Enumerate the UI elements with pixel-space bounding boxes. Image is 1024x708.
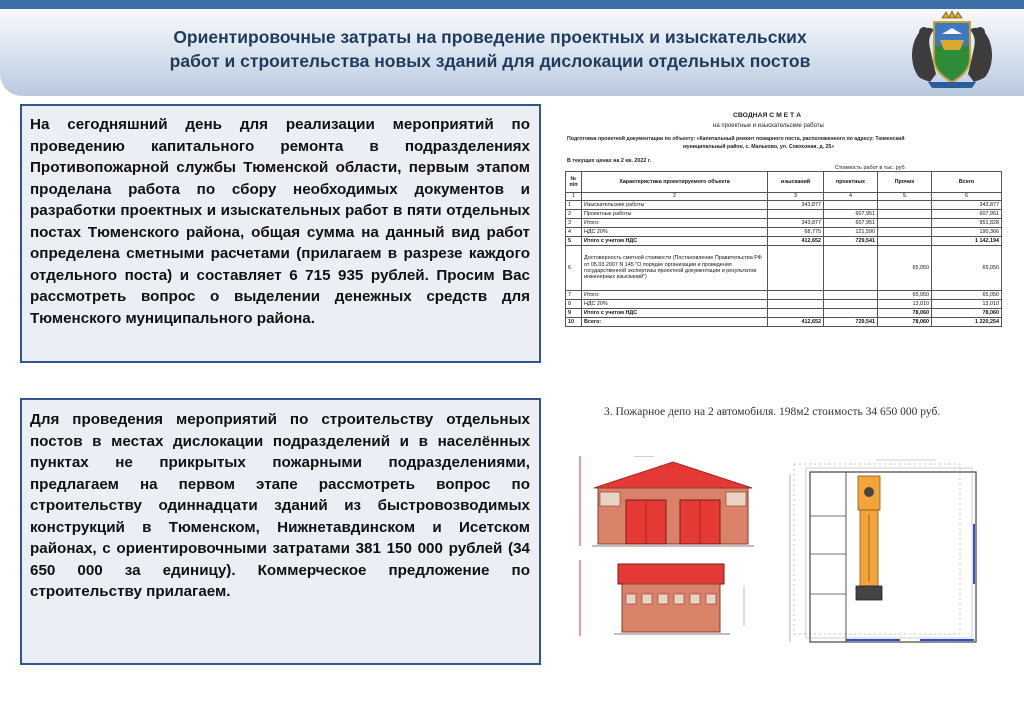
depot-floor-plan (780, 454, 982, 654)
table-cell: 121,590 (824, 228, 878, 237)
estimate-prices-note: В текущих ценах на 2 кв. 2022 г. (567, 158, 652, 164)
table-cell (768, 309, 824, 318)
table-cell: 5 (878, 193, 932, 201)
page-title (80, 25, 900, 73)
table-cell: 65,050 (878, 291, 932, 300)
table-row (566, 201, 1002, 210)
table-cell: 8 (566, 300, 582, 309)
table-cell: НДС 20% (582, 300, 768, 309)
construction-paragraph: Для проведения мероприятий по строительству отдельных постов в местах дислокации подразделений и в населённых пунктах не прикрытых пожарными подразделениями, предлагаем на первом этапе рассмотреть вопрос по строительству одиннадцати зданий из быстровозводимых конструкций в Тюменском, Нижнетавдинском и Исетском районах, с ориентировочными затратами 381 150 000 рублей (34 650 000 за единицу). Коммерческое предложение по строительству прилагаем. (30, 411, 530, 600)
estimate-cost-header: Стоимость работ в тыс. руб. (835, 165, 907, 171)
table-cell: 2 (582, 193, 768, 201)
depot-caption: 3. Пожарное депо на 2 автомобиля. 198м2 стоимость 34 650 000 руб. (604, 406, 941, 418)
table-cell: 10 (566, 318, 582, 327)
table-cell: 607,951 (824, 210, 878, 219)
table-cell (878, 219, 932, 228)
table-cell (824, 246, 878, 291)
table-cell: 4 (566, 228, 582, 237)
table-cell: 1 220,254 (932, 318, 1002, 327)
table-cell: 13,010 (932, 300, 1002, 309)
table-cell: 9 (566, 309, 582, 318)
table-cell: 78,060 (932, 309, 1002, 318)
table-cell: 729,541 (824, 237, 878, 246)
table-cell: 1 (566, 201, 582, 210)
estimate-object-line-1: Подготовка проектной документации по объекту: «Капитальный ремонт пожарного поста, расположенного по адресу: Тюменский (567, 136, 905, 142)
table-row (566, 309, 1002, 318)
table-row (566, 219, 1002, 228)
table-cell: 65,050 (932, 291, 1002, 300)
table-row (566, 318, 1002, 327)
table-cell: 607,951 (824, 219, 878, 228)
table-cell (768, 300, 824, 309)
table-header-cell: изысканий (768, 172, 824, 193)
table-cell: 1 142,194 (932, 237, 1002, 246)
table-cell: Итого с учетом НДС (582, 309, 768, 318)
table-cell: Итого: (582, 219, 768, 228)
table-cell (824, 291, 878, 300)
table-cell: 4 (824, 193, 878, 201)
table-header-cell: № п/п (566, 172, 582, 193)
table-cell: 190,366 (932, 228, 1002, 237)
table-cell (768, 210, 824, 219)
table-header-cell: Прочих (878, 172, 932, 193)
table-cell (878, 237, 932, 246)
table-cell: 13,010 (878, 300, 932, 309)
table-cell: 78,060 (878, 318, 932, 327)
table-cell: 6 (566, 246, 582, 291)
table-cell (768, 291, 824, 300)
estimate-title: СВОДНАЯ С М Е Т А (733, 112, 801, 119)
header-accent-band (0, 0, 1024, 9)
depot-elevation-drawing (574, 446, 774, 646)
table-cell: 607,951 (932, 210, 1002, 219)
table-cell: 729,541 (824, 318, 878, 327)
table-cell: 1 (566, 193, 582, 201)
title-line-2: работ и строительства новых зданий для дислокации отдельных постов (169, 51, 811, 71)
table-cell: Всего: (582, 318, 768, 327)
table-cell: 65,050 (932, 246, 1002, 291)
info-panel-repair (20, 104, 541, 363)
coat-of-arms-icon (904, 10, 1000, 90)
table-cell (824, 309, 878, 318)
table-cell: 412,652 (768, 237, 824, 246)
table-cell: Проектные работы (582, 210, 768, 219)
repair-paragraph: На сегодняшний день для реализации мероприятий по проведению капитального ремонта в подразделениях Противопожарной службы Тюменской области, первым этапом проделана работа по сбору необходимых документов и разработки проектных и изыскательных работ в пяти отдельных постах Тюменского района, общая сумма на данный вид работ определена сметными расчетами (прилагаем в разрезе каждого отдельного поста) и составляет 6 715 935 рублей. Просим Вас рассмотреть вопрос о выделении денежных средств для Тюменского муниципального района. (30, 116, 530, 327)
table-header-cell: Характеристика проектируемого объекта (582, 172, 768, 193)
table-cell (824, 300, 878, 309)
table-row (566, 228, 1002, 237)
header-banner (0, 0, 1024, 96)
table-cell: Изыскательские работы (582, 201, 768, 210)
table-header-cell: проектных (824, 172, 878, 193)
table-cell (878, 228, 932, 237)
estimate-table (565, 171, 1002, 327)
table-cell (878, 201, 932, 210)
table-cell (768, 246, 824, 291)
info-panel-construction (20, 398, 541, 665)
svg-text:───────: ─────── (634, 454, 654, 459)
table-cell: 65,050 (878, 246, 932, 291)
table-cell: 3 (768, 193, 824, 201)
title-line-1: Ориентировочные затраты на проведение проектных и изыскательских (173, 27, 807, 47)
table-cell: 78,060 (878, 309, 932, 318)
estimate-sheet (563, 103, 1003, 363)
table-cell: 7 (566, 291, 582, 300)
table-cell (878, 210, 932, 219)
estimate-subtitle: на проектные и изыскательские работы (713, 123, 824, 129)
table-cell: НДС 20% (582, 228, 768, 237)
table-row (566, 210, 1002, 219)
table-cell: 951,828 (932, 219, 1002, 228)
table-cell: 3 (566, 219, 582, 228)
table-cell: 343,877 (768, 201, 824, 210)
table-cell: 2 (566, 210, 582, 219)
table-row (566, 246, 1002, 291)
table-row (566, 291, 1002, 300)
table-cell: 68,775 (768, 228, 824, 237)
table-cell: 412,652 (768, 318, 824, 327)
table-cell: 343,877 (768, 219, 824, 228)
table-row (566, 237, 1002, 246)
table-number-row (566, 193, 1002, 201)
table-header-cell: Всего (932, 172, 1002, 193)
table-cell: Итого с учетом НДС (582, 237, 768, 246)
table-header-row (566, 172, 1002, 193)
table-cell: 6 (932, 193, 1002, 201)
table-cell: Итого: (582, 291, 768, 300)
table-row (566, 300, 1002, 309)
table-cell: 343,877 (932, 201, 1002, 210)
table-cell (824, 201, 878, 210)
table-cell: 5 (566, 237, 582, 246)
estimate-object-line-2: муниципальный район, с. Мальково, ул. Совхозная, д. 25» (683, 144, 835, 150)
table-cell: Достоверность сметной стоимости (Постановление Правительства РФ от 05.03.2007 N 145 "О порядке организации и проведения государственной экспертизы проектной документации и результатов инженерных изысканий") (582, 246, 768, 291)
